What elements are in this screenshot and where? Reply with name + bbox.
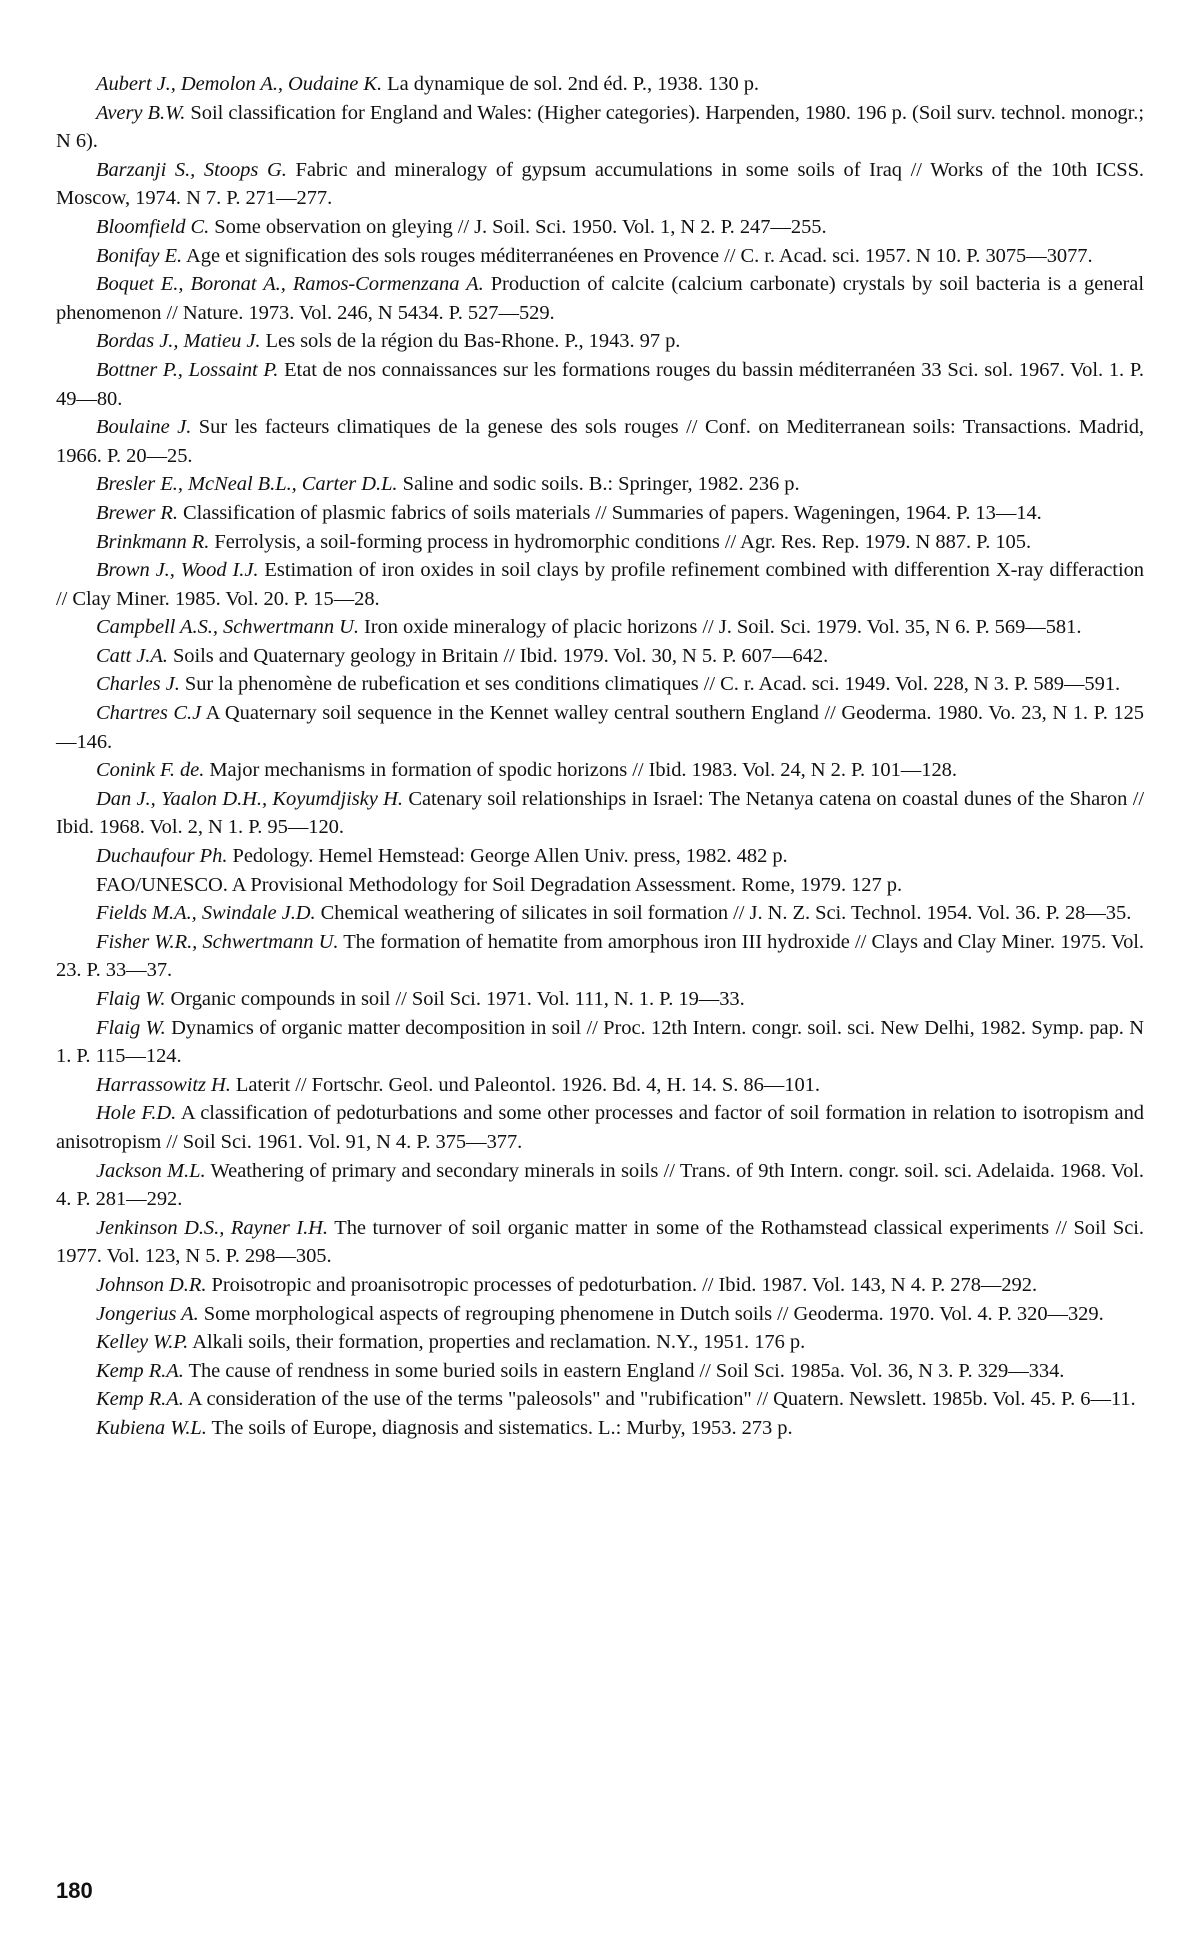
reference-text: Etat de nos connaissances sur les formations rouges du bassin méditerranéen 33 Sci. sol. 1967. Vol. 1. P. 49—80. (56, 358, 1144, 410)
reference-text: The turnover of soil organic matter in some of the Rothamstead classical experiments // Soil Sci. 1977. Vol. 123, N 5. P. 298—305. (56, 1216, 1144, 1268)
reference-text: Estimation of iron oxides in soil clays by profile refinement combined with differention X-ray differaction // Clay Miner. 1985. Vol. 20. P. 15—28. (56, 559, 1144, 610)
reference-author: Johnson D.R. (96, 1273, 207, 1296)
reference-author: Dan J., Yaalon D.H., Koyumdjisky H. (96, 787, 403, 810)
reference-author: Boulaine J. (96, 416, 192, 439)
reference-entry (56, 242, 1144, 271)
reference-entry (56, 1414, 1144, 1443)
reference-text: Proisotropic and proanisotropic processes of pedoturbation. // Ibid. 1987. Vol. 143, N 4. P. 278—292. (206, 1273, 1038, 1296)
reference-text: Major mechanisms in formation of spodic horizons // Ibid. 1983. Vol. 24, N 2. P. 101—128. (204, 759, 957, 782)
reference-author: Duchaufour Ph. (96, 845, 228, 868)
reference-entry (56, 642, 1144, 671)
page-number: 180 (56, 1878, 93, 1903)
reference-author: Campbell A.S., Schwertmann U. (96, 616, 359, 639)
reference-text: Soil classification for England and Wales: (Higher categories). Harpenden, 1980. 196 p. (Soil surv. technol. monogr.; N 6). (56, 101, 1145, 153)
reference-entry (56, 1214, 1144, 1271)
reference-author: Harrassowitz H. (96, 1073, 231, 1096)
reference-author: Flaig W. (96, 1016, 166, 1039)
reference-entry (56, 985, 1144, 1014)
reference-author: Brewer R. (96, 501, 178, 524)
reference-text: A consideration of the use of the terms "paleosols" and "rubification" // Quatern. Newslett. 1985b. Vol. 45. P. 6—11. (183, 1388, 1136, 1411)
reference-text: Some observation on gleying // J. Soil. Sci. 1950. Vol. 1, N 2. P. 247—255. (209, 215, 827, 238)
reference-entry (56, 1328, 1144, 1357)
reference-entry (56, 356, 1144, 413)
reference-text: Iron oxide mineralogy of placic horizons // J. Soil. Sci. 1979. Vol. 35, N 6. P. 569—581. (358, 616, 1082, 639)
reference-author: Brinkmann R. (96, 530, 210, 553)
reference-entry (56, 871, 1144, 900)
reference-entry (56, 785, 1144, 842)
reference-text: Ferrolysis, a soil-forming process in hydromorphic conditions // Agr. Res. Rep. 1979. N 887. P. 105. (209, 530, 1032, 553)
reference-entry (56, 470, 1144, 499)
reference-text: Saline and sodic soils. B.: Springer, 1982. 236 p. (397, 473, 800, 496)
reference-author: Bordas J., Matieu J. (96, 330, 261, 353)
reference-entry (56, 699, 1144, 756)
reference-entry (56, 327, 1144, 356)
reference-text: Laterit // Fortschr. Geol. und Paleontol. 1926. Bd. 4, H. 14. S. 86—101. (230, 1073, 820, 1096)
reference-text: Weathering of primary and secondary minerals in soils // Trans. of 9th Intern. congr. soil. sci. Adelaida. 1968. Vol. 4. P. 281—292. (56, 1159, 1145, 1211)
reference-text: Soils and Quaternary geology in Britain // Ibid. 1979. Vol. 30, N 5. P. 607—642. (167, 644, 829, 667)
reference-entry (56, 528, 1144, 557)
reference-entry (56, 899, 1144, 928)
reference-entry (56, 156, 1144, 213)
reference-entry (56, 70, 1144, 99)
reference-author: Kemp R.A. (96, 1388, 184, 1411)
reference-author: Hole F.D. (96, 1102, 177, 1125)
reference-author: Kelley W.P. (96, 1331, 189, 1354)
reference-text: Les sols de la région du Bas-Rhone. P., 1943. 97 p. (260, 330, 681, 353)
reference-text: Fabric and mineralogy of gypsum accumulations in some soils of Iraq // Works of the 10th ICSS. Moscow, 1974. N 7. P. 271—277. (56, 158, 1144, 210)
reference-text: The cause of rendness in some buried soils in eastern England // Soil Sci. 1985a. Vol. 36, N 3. P. 329—334. (183, 1359, 1065, 1382)
reference-author: Fields M.A., Swindale J.D. (96, 902, 316, 925)
reference-author: Bottner P., Lossaint P. (96, 358, 279, 381)
reference-entry (56, 1071, 1144, 1100)
reference-text: Sur les facteurs climatiques de la genese des sols rouges // Conf. on Mediterranean soils: Transactions. Madrid, 1966. P. 20—25. (56, 416, 1145, 467)
reference-text: Organic compounds in soil // Soil Sci. 1971. Vol. 111, N. 1. P. 19—33. (165, 988, 745, 1010)
reference-entry (56, 928, 1144, 985)
reference-author: Jongerius A. (96, 1302, 199, 1325)
reference-text: Pedology. Hemel Hemstead: George Allen Univ. press, 1982. 482 p. (227, 845, 788, 868)
reference-entry (56, 213, 1144, 242)
reference-entry (56, 1271, 1144, 1300)
reference-author: Charles J. (96, 673, 180, 696)
reference-author: Jackson M.L. (96, 1159, 206, 1182)
reference-entry (56, 756, 1144, 785)
reference-entry (56, 1157, 1144, 1214)
reference-entry (56, 613, 1144, 642)
reference-list (56, 70, 1144, 1443)
reference-text: The formation of hematite from amorphous iron III hydroxide // Clays and Clay Miner. 1975. Vol. 23. P. 33—37. (56, 930, 1144, 982)
reference-text: Some morphological aspects of regrouping phenomene in Dutch soils // Geoderma. 1970. Vol. 4. P. 320—329. (198, 1302, 1104, 1325)
reference-entry (56, 499, 1144, 528)
reference-entry (56, 556, 1144, 613)
reference-author: Catt J.A. (96, 644, 168, 667)
reference-author: Flaig W. (96, 988, 166, 1010)
reference-text: A Quaternary soil sequence in the Kennet walley central southern England // Geoderma. 1980. Vo. 23, N 1. P. 125—146. (56, 702, 1144, 753)
reference-author: Bloomfield C. (96, 215, 210, 238)
reference-author: Bresler E., McNeal B.L., Carter D.L. (96, 473, 398, 496)
reference-author: Kubiena W.L. (96, 1416, 207, 1439)
reference-author: Boquet E., Boronat A., Ramos-Cormenzana A. (96, 273, 484, 296)
reference-author: Avery B.W. (96, 101, 186, 124)
reference-author: Aubert J., Demolon A., Oudaine K. (96, 73, 383, 95)
reference-entry (56, 413, 1144, 470)
reference-text: Classification of plasmic fabrics of soils materials // Summaries of papers. Wageningen, 1964. P. 13—14. (177, 501, 1042, 524)
reference-entry (56, 842, 1144, 871)
reference-entry (56, 1385, 1144, 1414)
reference-author: Chartres C.J (96, 702, 202, 725)
reference-text: Age et signification des sols rouges méditerranéenes en Provence // C. r. Acad. sci. 1957. N 10. P. 3075—3077. (182, 244, 1093, 267)
reference-author: Brown J., Wood I.J. (96, 559, 259, 582)
reference-author: Kemp R.A. (96, 1359, 184, 1382)
reference-entry (56, 99, 1144, 156)
reference-text: Production of calcite (calcium carbonate) crystals by soil bacteria is a general phenomenon // Nature. 1973. Vol. 246, N 5434. P. 527—529. (56, 273, 1144, 324)
reference-entry (56, 1014, 1144, 1071)
reference-entry (56, 1099, 1144, 1156)
reference-text: A classification of pedoturbations and some other processes and factor of soil formation in relation to isotropism and anisotropism // Soil Sci. 1961. Vol. 91, N 4. P. 375—377. (56, 1102, 1144, 1153)
reference-text: Alkali soils, their formation, properties and reclamation. N.Y., 1951. 176 p. (188, 1331, 806, 1354)
reference-author: Bonifay E. (96, 244, 183, 267)
reference-text: Dynamics of organic matter decomposition in soil // Proc. 12th Intern. congr. soil. sci. New Delhi, 1982. Symp. pap. N 1. P. 115—124. (56, 1016, 1144, 1068)
reference-entry (56, 670, 1144, 699)
reference-entry (56, 270, 1144, 327)
reference-text: The soils of Europe, diagnosis and sistematics. L.: Murby, 1953. 273 p. (206, 1416, 793, 1439)
reference-text: La dynamique de sol. 2nd éd. P., 1938. 130 p. (382, 73, 759, 95)
reference-text: Chemical weathering of silicates in soil formation // J. N. Z. Sci. Technol. 1954. Vol. 36. P. 28—35. (315, 902, 1132, 925)
reference-author: Fisher W.R., Schwertmann U. (96, 930, 339, 953)
reference-text: Sur la phenomène de rubefication et ses conditions climatiques // C. r. Acad. sci. 1949. Vol. 228, N 3. P. 589—591. (179, 673, 1121, 696)
reference-text: Catenary soil relationships in Israel: The Netanya catena on coastal dunes of the Sharon // Ibid. 1968. Vol. 2, N 1. P. 95—120. (56, 787, 1144, 839)
reference-entry (56, 1357, 1144, 1386)
reference-author: Barzanji S., Stoops G. (96, 158, 287, 181)
reference-author: Jenkinson D.S., Rayner I.H. (96, 1216, 329, 1239)
reference-author: Conink F. de. (96, 759, 205, 782)
reference-text: FAO/UNESCO. A Provisional Methodology for Soil Degradation Assessment. Rome, 1979. 127 p. (96, 873, 903, 896)
reference-entry (56, 1300, 1144, 1329)
